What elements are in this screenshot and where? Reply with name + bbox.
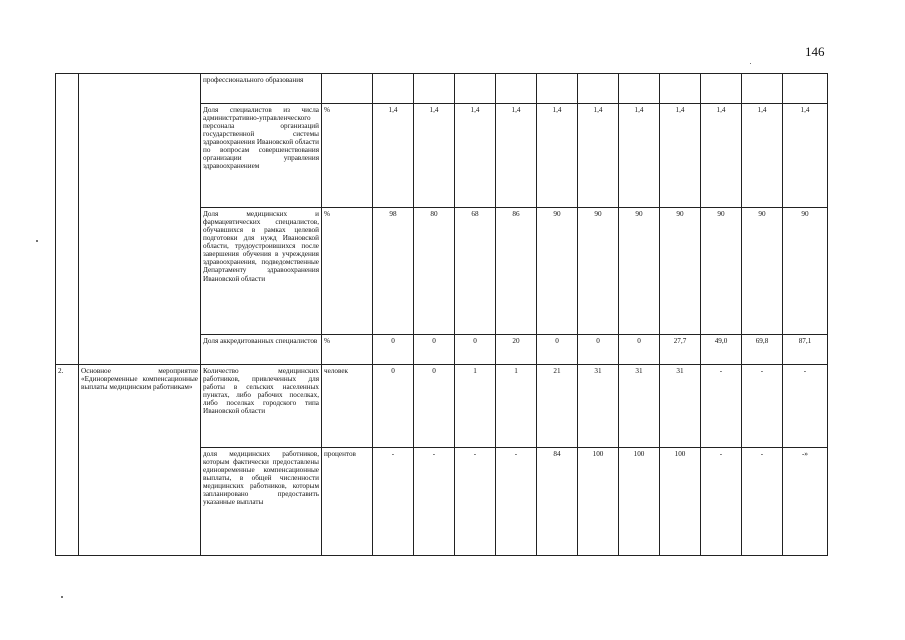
value-cell <box>496 74 537 104</box>
value-cell: 1,4 <box>373 104 414 208</box>
value-cell: 100 <box>578 448 619 556</box>
value-cell: 31 <box>619 365 660 448</box>
value-cell: 0 <box>619 335 660 365</box>
value-cell <box>660 74 701 104</box>
value-cell: 90 <box>783 208 828 335</box>
value-cell: 68 <box>455 208 496 335</box>
value-cell: 31 <box>660 365 701 448</box>
value-cell: 90 <box>578 208 619 335</box>
scan-speck <box>36 240 38 242</box>
scan-speck <box>61 596 63 598</box>
indicators-table <box>55 73 828 556</box>
value-cell: 1,4 <box>660 104 701 208</box>
value-cell: 69,8 <box>742 335 783 365</box>
indicator-cell: Доля аккредитованных специалистов <box>201 335 322 365</box>
value-cell: 87,1 <box>783 335 828 365</box>
value-cell: 90 <box>537 208 578 335</box>
value-cell: 0 <box>578 335 619 365</box>
value-cell: 98 <box>373 208 414 335</box>
value-cell: - <box>496 448 537 556</box>
row-number-cell: 2. <box>56 365 79 556</box>
value-cell <box>414 74 455 104</box>
value-cell: 1,4 <box>537 104 578 208</box>
value-cell: 90 <box>742 208 783 335</box>
value-cell: - <box>701 448 742 556</box>
value-cell <box>578 74 619 104</box>
value-cell: - <box>373 448 414 556</box>
table-row <box>56 365 828 448</box>
value-cell: 80 <box>414 208 455 335</box>
indicator-cell: Доля специалистов из числа административно-управленческого персонала организаций государственной системы здравоохранения Ивановской области по вопросам совершенствования организации управления здравоохранением <box>201 104 322 208</box>
value-cell <box>373 74 414 104</box>
value-cell: 0 <box>537 335 578 365</box>
value-cell: - <box>742 365 783 448</box>
value-cell: -» <box>783 448 828 556</box>
unit-cell: процентов <box>322 448 373 556</box>
value-cell: - <box>455 448 496 556</box>
value-cell: 90 <box>619 208 660 335</box>
value-cell <box>455 74 496 104</box>
value-cell: - <box>742 448 783 556</box>
value-cell: - <box>783 365 828 448</box>
indicator-cell: Количество медицинских работников, привлеченных для работы в сельских населенных пунктах, либо рабочих поселках, либо поселках городского типа Ивановской области <box>201 365 322 448</box>
value-cell: 1 <box>496 365 537 448</box>
measure-cell: Основное мероприятие «Единовременные компенсационные выплаты медицинским работникам» <box>79 365 201 556</box>
value-cell: 90 <box>660 208 701 335</box>
value-cell: 0 <box>414 365 455 448</box>
value-cell: 1,4 <box>496 104 537 208</box>
value-cell: 1,4 <box>578 104 619 208</box>
unit-cell: % <box>322 335 373 365</box>
value-cell: 1 <box>455 365 496 448</box>
value-cell: 1,4 <box>701 104 742 208</box>
indicator-cell: Доля медицинских и фармацевтических специалистов, обучавшихся в рамках целевой подготовки для нужд Ивановской области, трудоустроившихся после завершения обучения в учреждения здравоохранения, подведомственные Департаменту здравоохранения Ивановской области <box>201 208 322 335</box>
value-cell: 100 <box>660 448 701 556</box>
value-cell: 20 <box>496 335 537 365</box>
measure-cell <box>79 74 201 365</box>
table-row <box>56 74 828 104</box>
value-cell: 100 <box>619 448 660 556</box>
value-cell: 0 <box>414 335 455 365</box>
value-cell: 84 <box>537 448 578 556</box>
value-cell: - <box>414 448 455 556</box>
unit-cell: % <box>322 208 373 335</box>
value-cell: 1,4 <box>619 104 660 208</box>
unit-cell: человек <box>322 365 373 448</box>
value-cell <box>537 74 578 104</box>
value-cell: 49,0 <box>701 335 742 365</box>
value-cell: 27,7 <box>660 335 701 365</box>
scan-speck <box>750 63 751 64</box>
indicator-cell: доля медицинских работников, которым фактически предоставлены единовременные компенсационные выплаты, в общей численности медицинских работников, которым запланировано предоставить указанные выплаты <box>201 448 322 556</box>
value-cell: 0 <box>455 335 496 365</box>
value-cell: - <box>701 365 742 448</box>
row-number-cell <box>56 74 79 365</box>
value-cell: 1,4 <box>783 104 828 208</box>
value-cell: 21 <box>537 365 578 448</box>
value-cell: 1,4 <box>455 104 496 208</box>
value-cell: 86 <box>496 208 537 335</box>
unit-cell <box>322 74 373 104</box>
value-cell: 90 <box>701 208 742 335</box>
value-cell: 1,4 <box>414 104 455 208</box>
value-cell: 0 <box>373 365 414 448</box>
value-cell <box>701 74 742 104</box>
value-cell: 1,4 <box>742 104 783 208</box>
value-cell <box>783 74 828 104</box>
value-cell <box>742 74 783 104</box>
indicator-cell: профессионального образования <box>201 74 322 104</box>
unit-cell: % <box>322 104 373 208</box>
value-cell: 31 <box>578 365 619 448</box>
value-cell <box>619 74 660 104</box>
value-cell: 0 <box>373 335 414 365</box>
page-number: 146 <box>805 44 825 59</box>
